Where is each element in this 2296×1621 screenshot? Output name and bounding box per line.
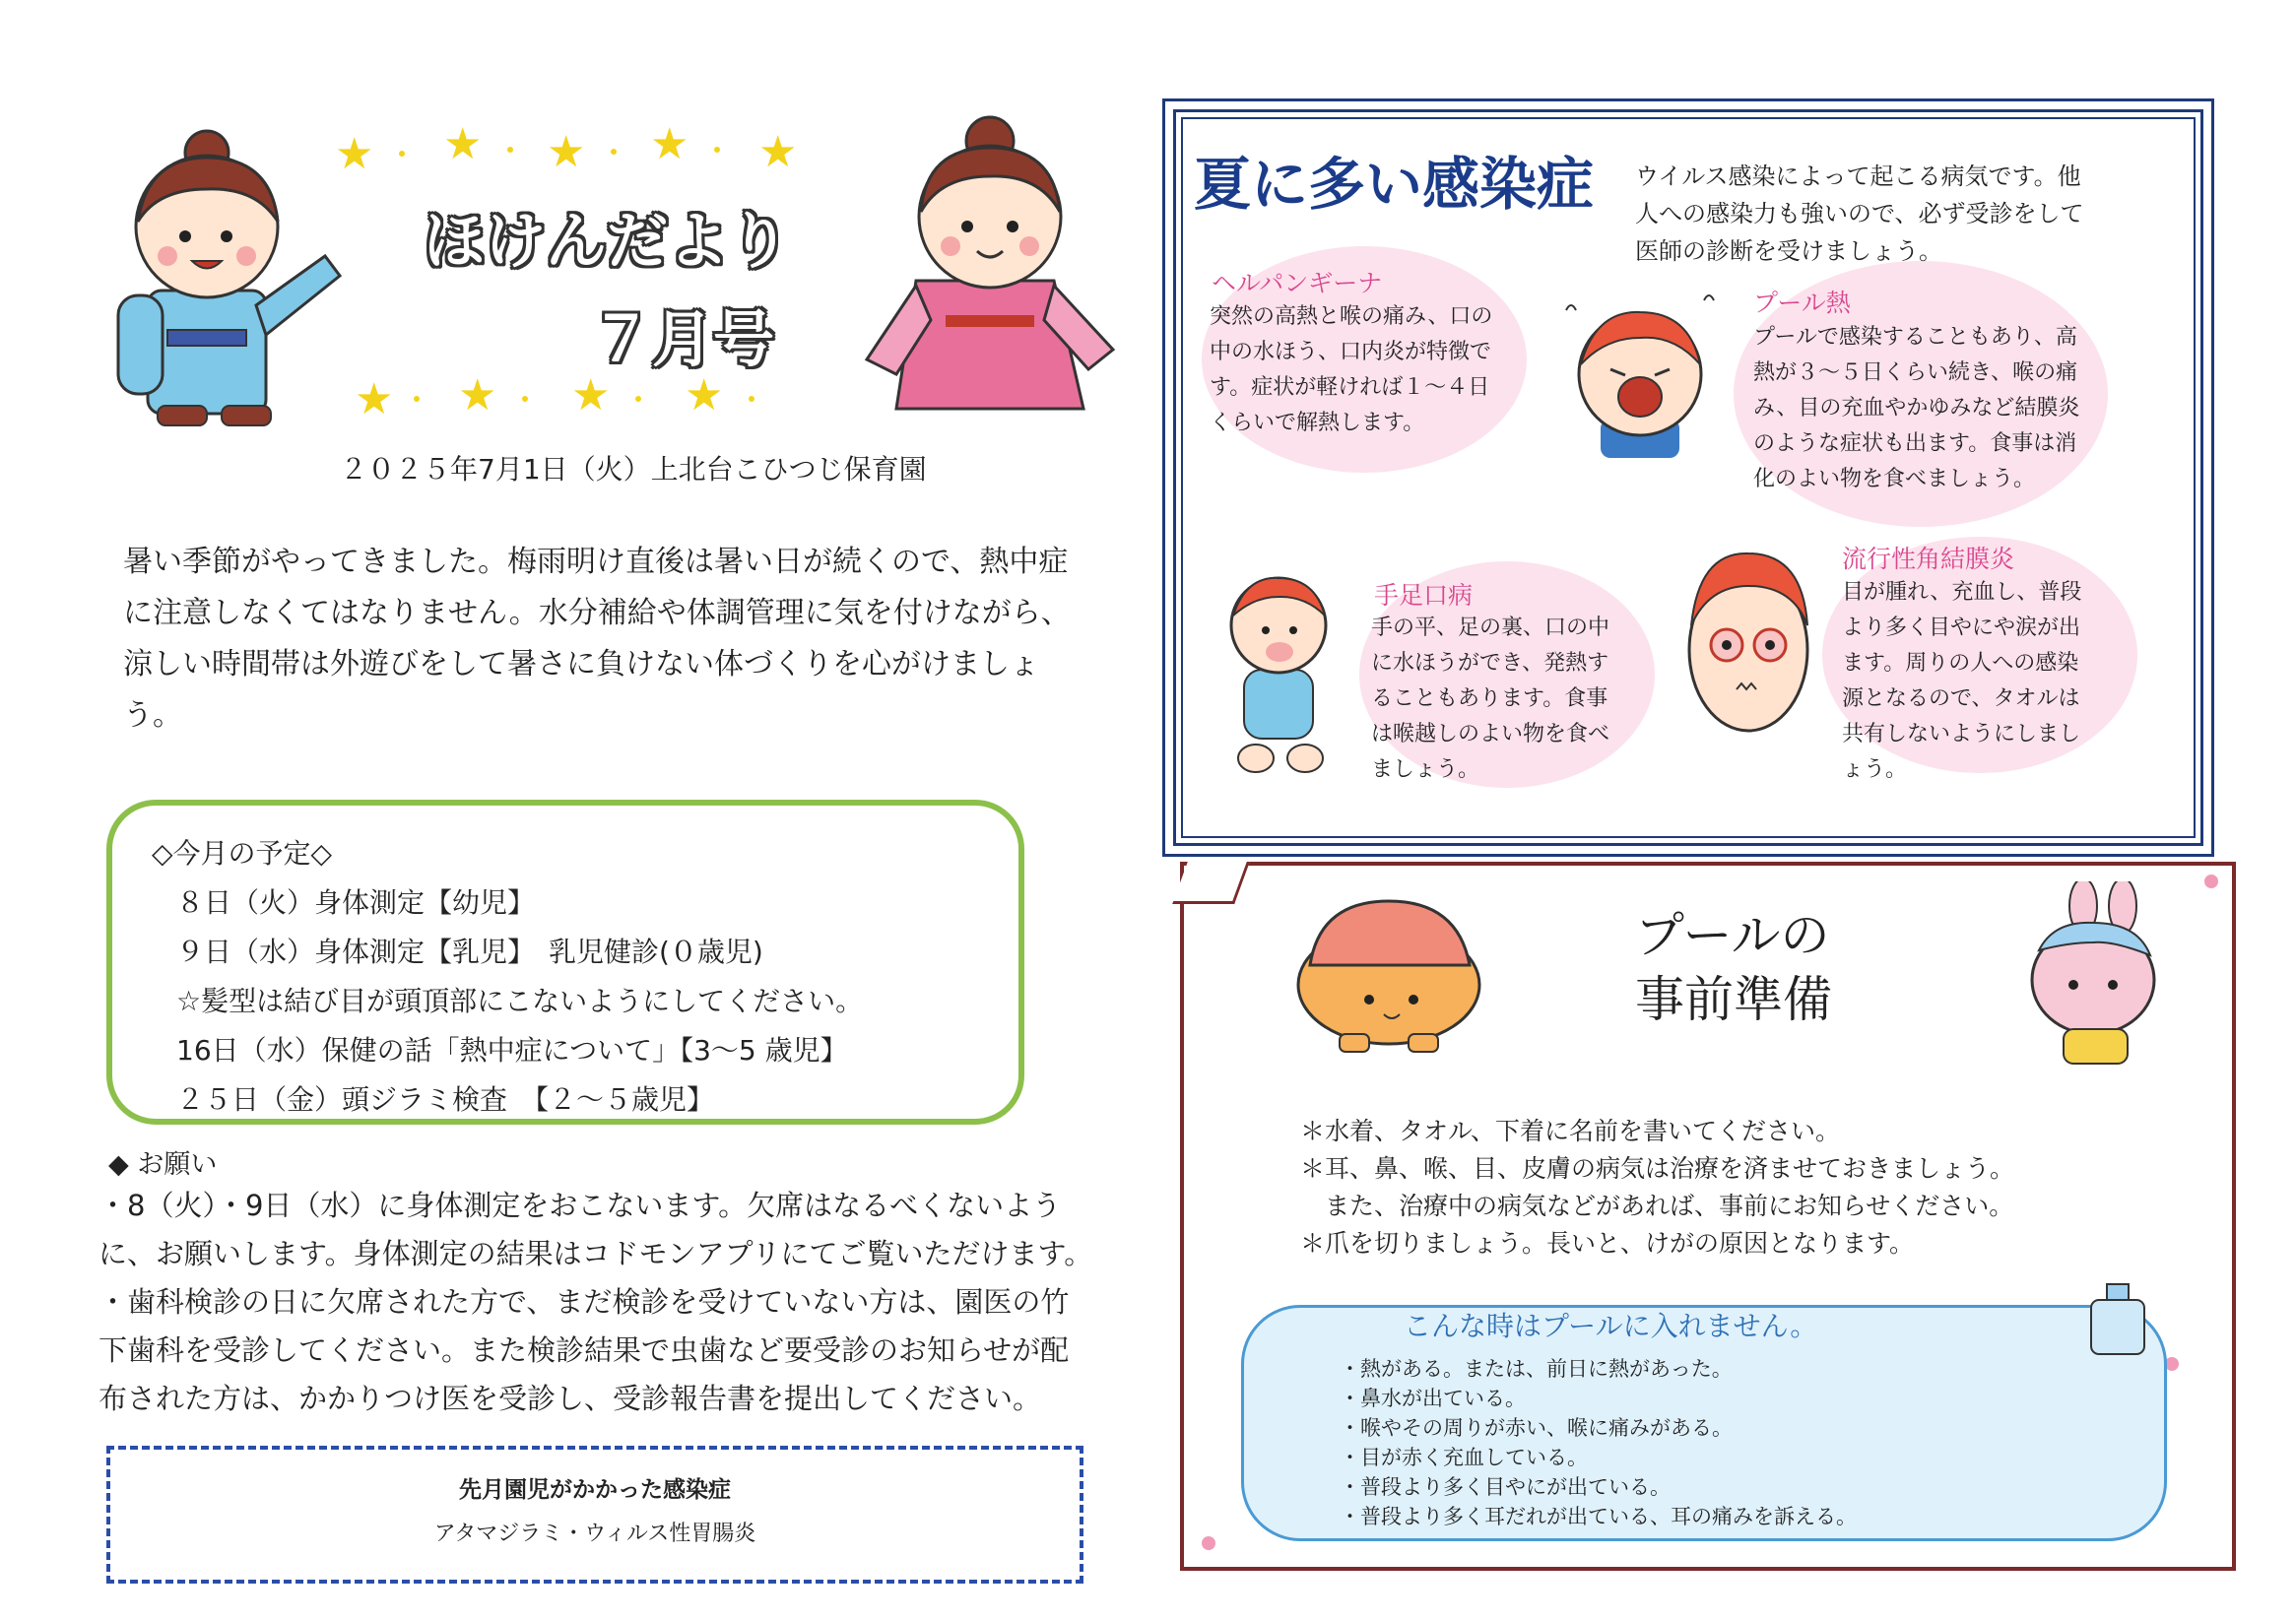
newsletter-title: ほけんだより xyxy=(424,205,791,277)
conjunctivitis-line: 源となるので、タオルは xyxy=(1842,686,2080,711)
no-pool-item: ・鼻水が出ている。 xyxy=(1340,1387,1526,1410)
conjunctivitis-line: 共有しないようにしまし xyxy=(1842,722,2081,746)
pool-fever-text xyxy=(1753,320,2079,497)
pool-fever-line: プールで感染することもあり、高 xyxy=(1753,325,2077,350)
pool-prep-notes xyxy=(1300,1113,2014,1263)
herpangina-line: くらいで解熱します。 xyxy=(1210,411,1425,435)
last-month-infections-box xyxy=(106,1446,1083,1584)
no-pool-item: ・目が赤く充血している。 xyxy=(1340,1446,1588,1469)
no-pool-item: ・普段より多く耳だれが出ている、耳の痛みを訴える。 xyxy=(1340,1505,1857,1528)
pool-fever-line: のような症状も出ます。食事は消 xyxy=(1753,431,2077,456)
request-heading: ◆ お願い xyxy=(108,1149,218,1180)
conjunctivitis-line: 目が腫れ、充血し、普段 xyxy=(1842,580,2082,605)
newsletter-issue: ７月号 xyxy=(591,303,775,375)
no-pool-heading: こんな時はプールに入れません。 xyxy=(1404,1310,1818,1342)
corner-dot xyxy=(2165,1357,2179,1371)
red-eye-face-illustration xyxy=(1670,532,1817,739)
no-pool-item: ・喉やその周りが赤い、喉に痛みがある。 xyxy=(1340,1416,1733,1440)
summer-intro-line: 人への感染力も強いので、必ず受診をして xyxy=(1635,200,2084,227)
hfmd-line: ましょう。 xyxy=(1371,757,1480,782)
no-pool-item: ・熱がある。または、前日に熱があった。 xyxy=(1340,1357,1733,1381)
intro-line: う。 xyxy=(123,698,182,733)
schedule-heading: ◇今月の予定◇ xyxy=(152,837,333,870)
conjunctivitis-line: ょう。 xyxy=(1842,757,1908,782)
summer-infections-title: 夏に多い感染症 xyxy=(1194,151,1595,218)
schedule-item: ８日（火）身体測定【幼児】 xyxy=(176,886,536,919)
summer-intro-line: 医師の診断を受けましょう。 xyxy=(1635,237,1942,265)
schedule-box xyxy=(106,800,1024,1125)
bottle-icon xyxy=(2083,1280,2152,1359)
hfmd-line: に水ほうができ、発熱す xyxy=(1371,651,1609,676)
hfmd-heading: 手足口病 xyxy=(1374,581,1474,610)
sick-child-illustration xyxy=(1556,291,1724,463)
intro-paragraph xyxy=(123,537,1108,742)
conjunctivitis-text xyxy=(1842,575,2081,788)
request-line: に、お願いします。身体測定の結果はコドモンアプリにてご覧いただけます。 xyxy=(98,1237,1093,1270)
pool-fever-heading: プール熱 xyxy=(1753,289,1851,317)
intro-line: 暑い季節がやってきました。梅雨明け直後は暑い日が続くので、熱中症 xyxy=(123,545,1069,579)
schedule-note: ☆髪型は結び目が頭頂部にこないようにしてください。 xyxy=(176,985,864,1017)
pool-prep-title-line1: プールの xyxy=(1635,907,1830,964)
request-line: ・歯科検診の日に欠席された方で、まだ検診を受けていない方は、園医の竹 xyxy=(98,1285,1070,1319)
herpangina-text xyxy=(1210,299,1492,441)
pool-note: ＊耳、鼻、喉、目、皮膚の病気は治療を済ませておきましょう。 xyxy=(1300,1154,2015,1183)
no-pool-item: ・普段より多く目やにが出ている。 xyxy=(1340,1475,1671,1499)
corner-dot xyxy=(1202,1536,1215,1550)
pool-note: ＊水着、タオル、下着に名前を書いてください。 xyxy=(1300,1117,1841,1145)
schedule-item: ２５日（金）頭ジラミ検査 【２～５歳児】 xyxy=(176,1083,715,1116)
pool-note: ＊爪を切りましょう。長いと、けがの原因となります。 xyxy=(1300,1229,1915,1258)
baby-illustration xyxy=(1207,561,1354,778)
no-pool-list xyxy=(1340,1354,1857,1531)
hfmd-line: は喉越しのよい物を食べ xyxy=(1371,722,1610,746)
pool-fever-line: 熱が３～５日くらい続き、喉の痛 xyxy=(1753,360,2078,385)
herpangina-line: 中の水ほう、口内炎が特徴で xyxy=(1210,340,1492,364)
intro-line: に注意しなくてはなりません。水分補給や体調管理に気を付けながら、 xyxy=(123,596,1071,630)
herpangina-heading: ヘルパンギーナ xyxy=(1212,269,1383,297)
request-paragraph xyxy=(98,1182,1123,1423)
hfmd-text xyxy=(1371,611,1609,788)
hfmd-line: 手の平、足の裏、口の中 xyxy=(1371,616,1610,640)
pool-fever-line: 化のよい物を食べましょう。 xyxy=(1753,467,2036,491)
schedule-item: ９日（水）身体測定【乳児】 乳児健診(０歳児) xyxy=(176,936,763,968)
request-line: 布された方は、かかりつけ医を受診し、受診報告書を提出してください。 xyxy=(98,1382,1042,1415)
cat-with-swim-cap-illustration xyxy=(1290,891,1527,1059)
request-line: 下歯科を受診してください。また検診結果で虫歯など要受診のお知らせが配 xyxy=(98,1333,1070,1367)
pool-prep-title-line2: 事前準備 xyxy=(1635,971,1832,1028)
corner-dot xyxy=(2204,875,2218,888)
summer-intro-line: ウイルス感染によって起こる病気です。他 xyxy=(1635,162,2081,190)
herpangina-line: す。症状が軽ければ１～４日 xyxy=(1210,375,1490,400)
last-month-heading: 先月園児がかかった感染症 xyxy=(459,1477,731,1503)
herpangina-line: 突然の高熱と喉の痛み、口の xyxy=(1210,304,1493,329)
star-decoration-top: ★ ★ ★ ★ ★ xyxy=(335,119,798,179)
last-month-value: アタマジラミ・ウィルス性胃腸炎 xyxy=(433,1522,756,1546)
issue-date: ２０２５年7月1日（火）上北台こひつじ保育園 xyxy=(340,453,927,486)
pool-fever-line: み、目の充血やかゆみなど結膜炎 xyxy=(1753,396,2080,421)
girl-illustration xyxy=(857,113,1123,428)
conjunctivitis-line: より多く目やにや涙が出 xyxy=(1842,616,2081,640)
schedule-item: 16日（水）保健の話「熱中症について」【3～5 歳児】 xyxy=(176,1034,848,1067)
intro-line: 涼しい時間帯は外遊びをして暑さに負けない体づくりを心がけましょ xyxy=(123,647,1039,681)
conjunctivitis-line: ます。周りの人への感染 xyxy=(1842,651,2079,676)
rabbit-swimmer-illustration xyxy=(1995,881,2182,1078)
summer-intro xyxy=(1635,158,2084,270)
boy-illustration xyxy=(98,128,355,433)
pool-note: また、治療中の病気などがあれば、事前にお知らせください。 xyxy=(1300,1192,2014,1220)
request-line: ・8（火）・9日（水）に身体測定をおこないます。欠席はなるべくないよう xyxy=(98,1189,1062,1222)
conjunctivitis-heading: 流行性角結膜炎 xyxy=(1842,545,2015,573)
hfmd-line: ることもあります。食事 xyxy=(1371,686,1608,711)
star-decoration-bottom: ★ ★ ★ ★ xyxy=(335,374,847,423)
